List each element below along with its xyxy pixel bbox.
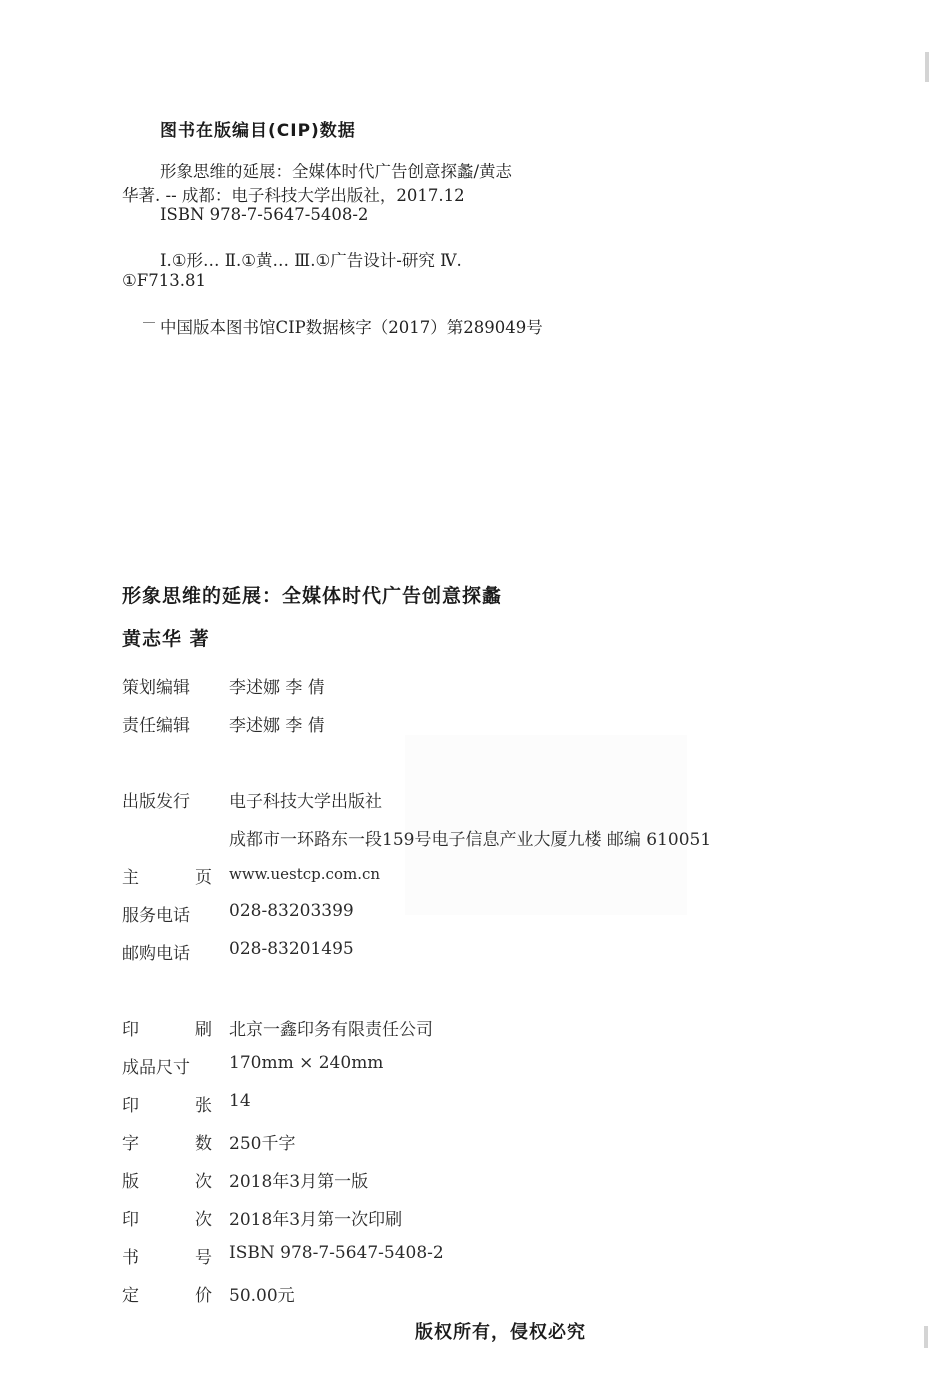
word-count-value: 250千字 [229, 1134, 296, 1154]
edition-value: 2018年3月第一版 [229, 1172, 369, 1192]
publisher-name: 电子科技大学出版社 [229, 792, 382, 812]
isbn-label [122, 1243, 212, 1268]
scan-mark-bottom-right [924, 1326, 928, 1348]
label-char: 印 [122, 1096, 139, 1116]
label-char: 次 [195, 1210, 212, 1230]
cip-line-4: Ⅰ.①形… Ⅱ.①黄… Ⅲ.①广告设计-研究 Ⅳ. [160, 251, 462, 270]
sheets-label [122, 1091, 212, 1116]
cip-heading: 图书在版编目(CIP)数据 [160, 121, 356, 141]
scan-mark-top-right [925, 52, 929, 82]
cip-line-1: 形象思维的延展：全媒体时代广告创意探蠡/黄志 [160, 162, 513, 181]
label-char: 数 [195, 1134, 212, 1154]
cip-line-3: ISBN 978-7-5647-5408-2 [160, 205, 369, 224]
scan-dash [143, 322, 155, 323]
copyright-notice: 版权所有，侵权必究 [415, 1322, 586, 1343]
cip-line-6: 中国版本图书馆CIP数据核字（2017）第289049号 [160, 318, 543, 337]
mail-order-phone-value: 028-83201495 [229, 939, 354, 959]
homepage-label [122, 863, 212, 888]
printing-value: 2018年3月第一次印刷 [229, 1210, 403, 1230]
label-char: 印 [122, 1210, 139, 1230]
publisher-label: 出版发行 [122, 792, 190, 812]
service-phone-label: 服务电话 [122, 906, 190, 926]
printer-value: 北京一鑫印务有限责任公司 [229, 1020, 433, 1040]
price-value: 50.00元 [229, 1286, 295, 1306]
book-author: 黄志华 著 [122, 628, 210, 650]
cip-line-2: 华著. -- 成都：电子科技大学出版社，2017.12 [122, 186, 465, 205]
label-char: 号 [195, 1248, 212, 1268]
word-count-label [122, 1129, 212, 1154]
label-char: 张 [195, 1096, 212, 1116]
isbn-value: ISBN 978-7-5647-5408-2 [229, 1243, 444, 1263]
printing-label [122, 1205, 212, 1230]
trim-size-value: 170mm × 240mm [229, 1053, 384, 1073]
label-char: 页 [195, 868, 212, 888]
service-phone-value: 028-83203399 [229, 901, 354, 921]
book-title: 形象思维的延展：全媒体时代广告创意探蠡 [122, 585, 503, 607]
label-char: 印 [122, 1020, 139, 1040]
credit-label: 策划编辑 [122, 678, 190, 698]
mail-order-phone-label: 邮购电话 [122, 944, 190, 964]
label-char: 刷 [195, 1020, 212, 1040]
label-char: 定 [122, 1286, 139, 1306]
label-char: 字 [122, 1134, 139, 1154]
credit-value: 李述娜 李 倩 [229, 678, 325, 698]
homepage-url: www.uestcp.com.cn [229, 865, 381, 883]
trim-size-label: 成品尺寸 [122, 1058, 190, 1078]
printer-label [122, 1015, 212, 1040]
label-char: 次 [195, 1172, 212, 1192]
publisher-address: 成都市一环路东一段159号电子信息产业大厦九楼 邮编 610051 [229, 830, 712, 850]
label-char: 主 [122, 868, 139, 888]
sheets-value: 14 [229, 1091, 251, 1111]
credit-value: 李述娜 李 倩 [229, 716, 325, 736]
price-label [122, 1281, 212, 1306]
edition-label [122, 1167, 212, 1192]
credit-label: 责任编辑 [122, 716, 190, 736]
label-char: 书 [122, 1248, 139, 1268]
label-char: 价 [195, 1286, 212, 1306]
label-char: 版 [122, 1172, 139, 1192]
cip-line-5: ①F713.81 [122, 271, 206, 290]
